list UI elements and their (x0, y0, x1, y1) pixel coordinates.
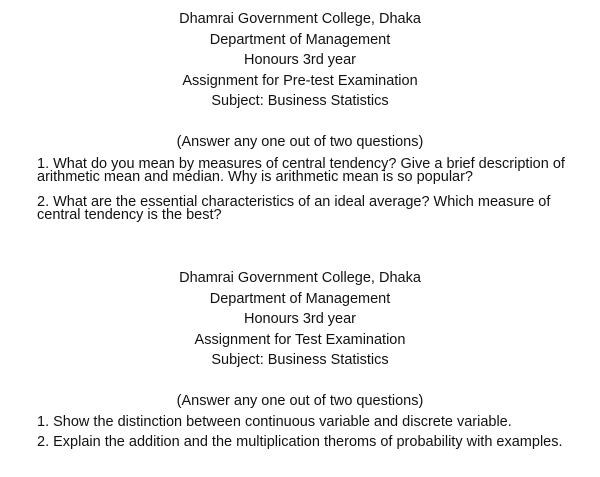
test-question-1: 1. Show the distinction between continuous variable and discrete variable. (37, 414, 512, 430)
test-instruction: (Answer any one out of two questions) (176, 393, 424, 409)
pretest-question-2-line-2: central tendency is the best? (37, 207, 222, 223)
pretest-department: Department of Management (209, 32, 391, 48)
pretest-assignment-title: Assignment for Pre-test Examination (182, 73, 418, 89)
test-subject: Subject: Business Statistics (211, 352, 389, 368)
test-college-name: Dhamrai Government College, Dhaka (179, 270, 421, 286)
pretest-year: Honours 3rd year (243, 52, 357, 68)
test-year: Honours 3rd year (243, 311, 357, 327)
pretest-question-1-line-1: 1. What do you mean by measures of central tendency? Give a brief description of (37, 156, 565, 172)
pretest-question-2 (37, 195, 577, 221)
test-question-2: 2. Explain the addition and the multiplication theroms of probability with examples. (37, 434, 563, 450)
pretest-college-name: Dhamrai Government College, Dhaka (179, 11, 421, 27)
test-assignment-title: Assignment for Test Examination (194, 332, 406, 348)
test-department: Department of Management (209, 291, 391, 307)
pretest-instruction: (Answer any one out of two questions) (176, 134, 424, 150)
pretest-question-2-line-1: 2. What are the essential characteristics of an ideal average? Which measure of (37, 194, 551, 210)
pretest-question-1 (37, 157, 577, 183)
pretest-subject: Subject: Business Statistics (211, 93, 389, 109)
pretest-question-1-line-2: arithmetic mean and median. Why is arithmetic mean is so popular? (37, 169, 473, 185)
